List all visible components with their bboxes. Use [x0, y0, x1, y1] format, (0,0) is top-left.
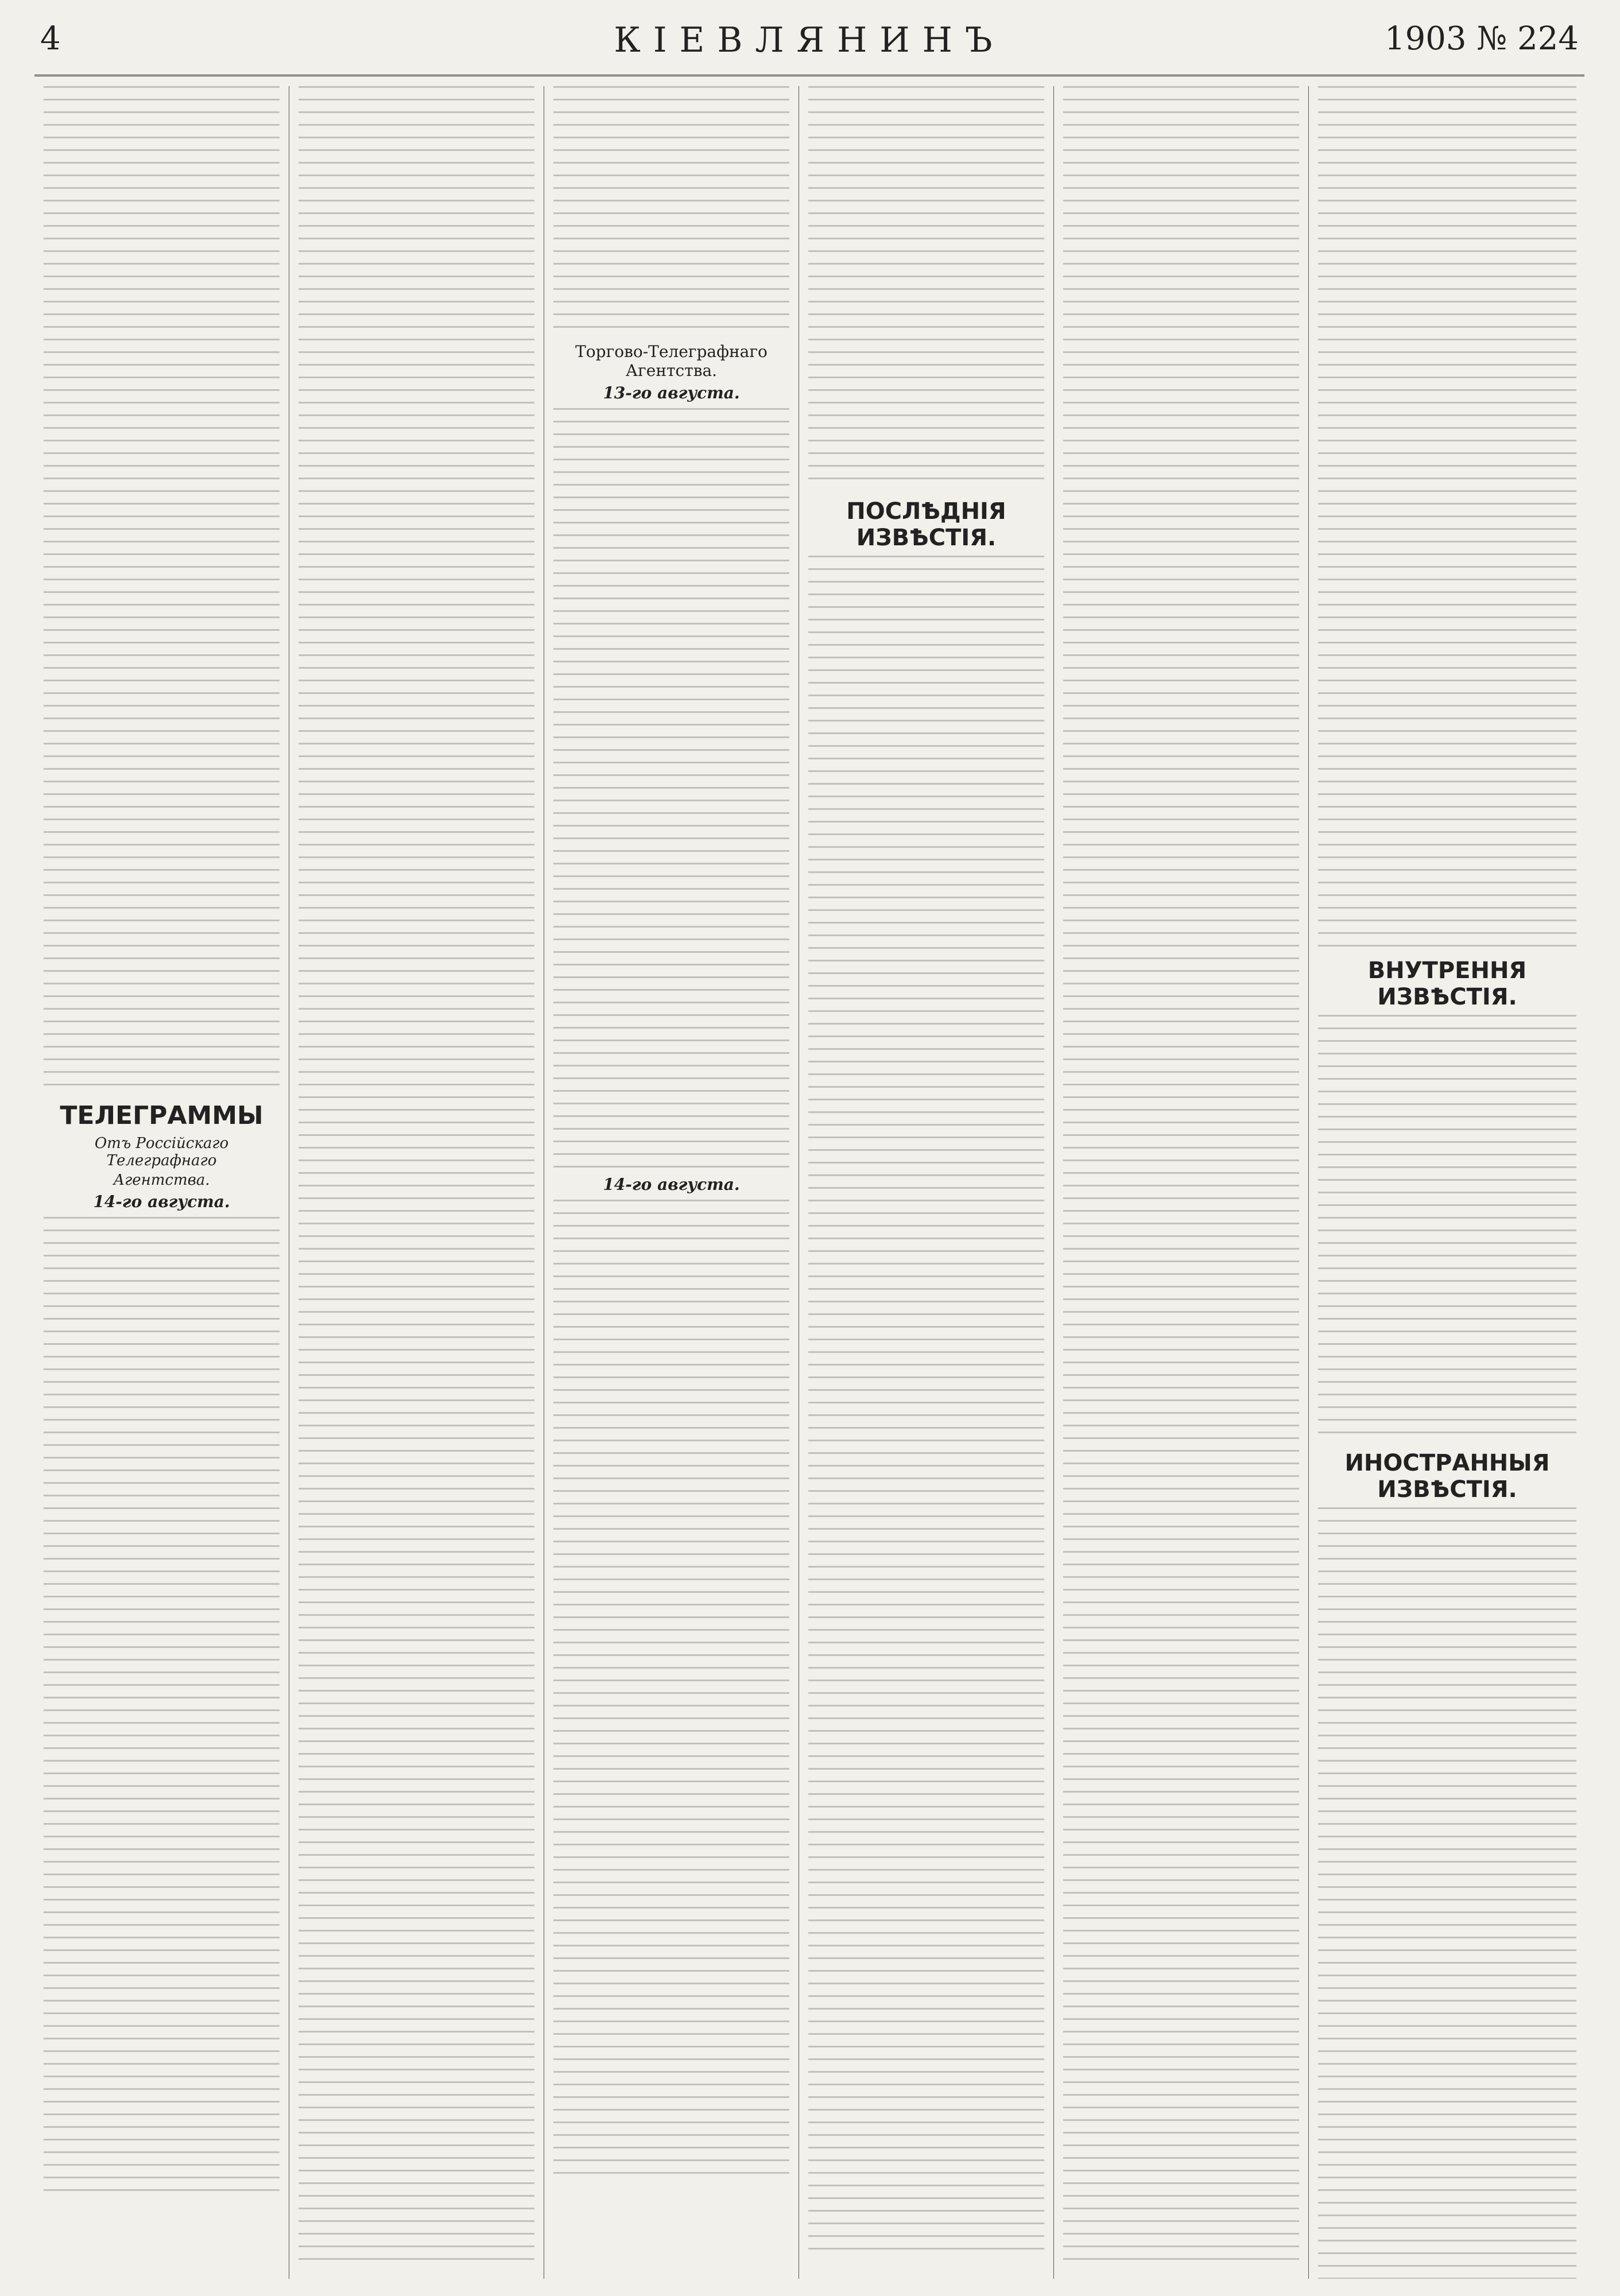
agency-line: Агентства.: [113, 1172, 210, 1189]
column-6: [1309, 86, 1586, 2279]
column-1: [34, 86, 289, 2279]
column-4: [799, 86, 1054, 2279]
date-heading: 14-го августа.: [93, 1192, 230, 1211]
text-block: [299, 86, 534, 2267]
newspaper-title: КІЕВЛЯНИНЪ: [614, 20, 1005, 60]
text-block: [44, 1217, 280, 2193]
text-block: [44, 86, 280, 1091]
text-block: [1063, 86, 1299, 2267]
text-block: [1318, 86, 1576, 947]
column-5: [1054, 86, 1309, 2279]
page-number: 4: [40, 20, 61, 57]
latest-news-heading: ПОСЛѢДНІЯ ИЗВѢСТІЯ.: [846, 498, 1006, 551]
telegrams-heading: ТЕЛЕГРАММЫ: [60, 1101, 263, 1130]
date-heading: 14-го августа.: [603, 1175, 740, 1194]
agency-line: Отъ Россійскаго Телеграфнаго: [94, 1135, 229, 1169]
foreign-news-heading: ИНОСТРАННЫЯ ИЗВѢСТІЯ.: [1344, 1450, 1550, 1503]
column-2: [289, 86, 544, 2279]
text-block: [808, 86, 1044, 488]
text-block: [808, 556, 1044, 2255]
text-block: [553, 408, 789, 1172]
column-3: [544, 86, 799, 2279]
text-block: [553, 1200, 789, 2175]
date-heading: 13-го августа.: [603, 383, 740, 402]
masthead: [34, 11, 1584, 76]
text-block: [553, 86, 789, 339]
agency-heading: Торгово-Телеграфнаго Агентства.: [575, 342, 768, 380]
text-block: [1318, 1015, 1576, 1440]
text-block: [1318, 1507, 1576, 2279]
issue-number: 1903 № 224: [1385, 20, 1579, 57]
internal-news-heading: ВНУТРЕННЯ ИЗВѢСТІЯ.: [1367, 957, 1527, 1010]
